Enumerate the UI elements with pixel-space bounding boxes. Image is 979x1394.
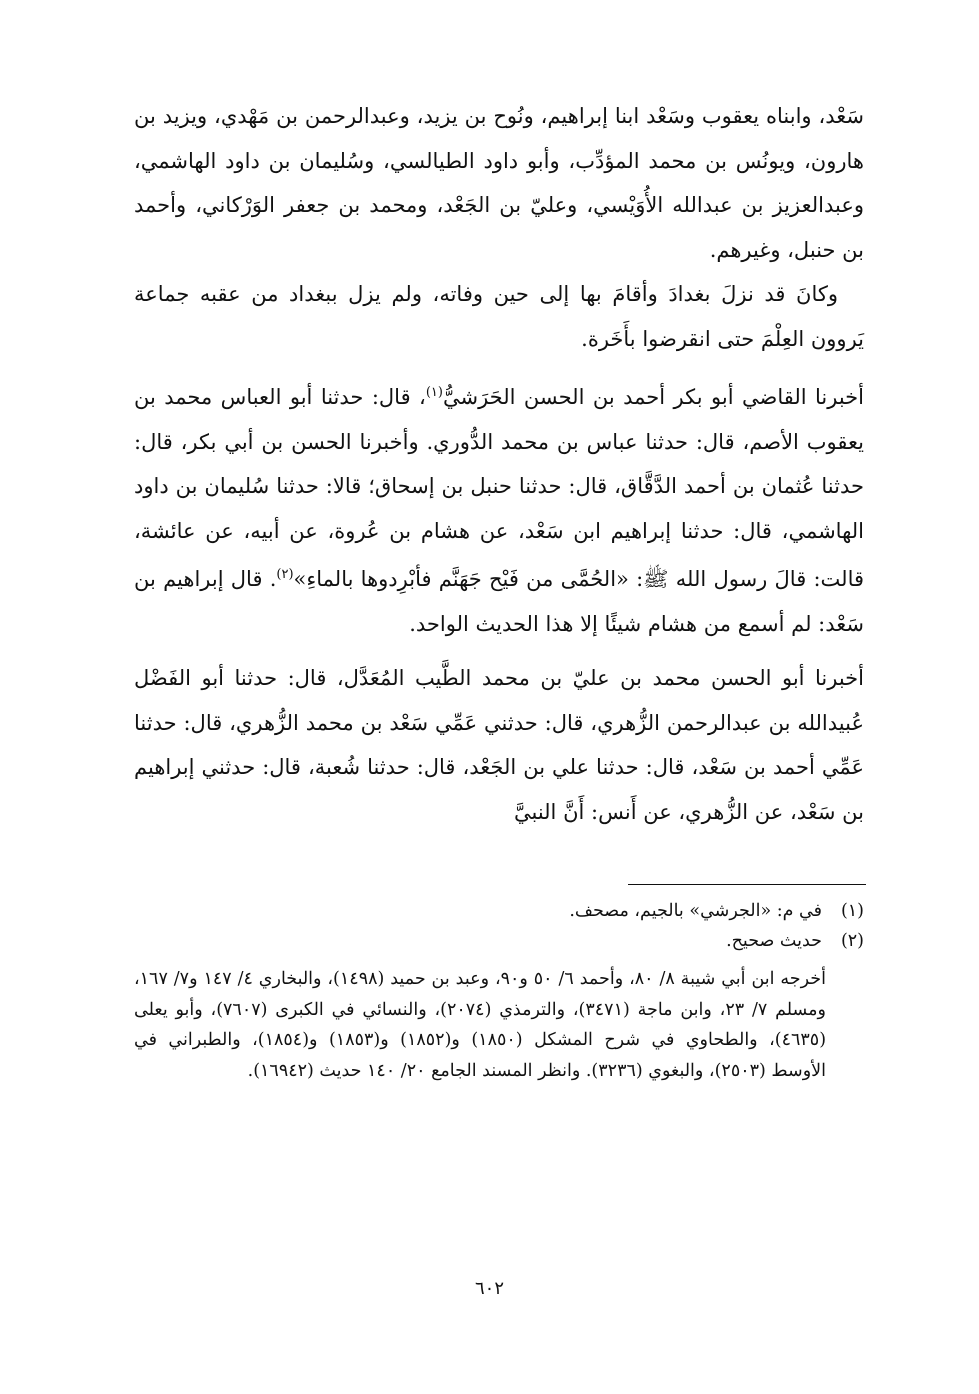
paragraph-narrators-list: سَعْد، وابناه يعقوب وسَعْد ابنا إبراهيم، ونُوح بن يزيد، وعبدالرحمن بن مَهْدي، ويزيد بن هارون، ويونُس بن محمد المؤدِّب، وأبو داود الطيالسي، وسُليمان بن داود الهاشمي، وعبدالعزيز بن عبدالله الأُوَيْسي، وعليّ بن الجَعْد، ومحمد بن جعفر الوَرْكاني، وأحمد بن حنبل، وغيرهم. [134, 104, 864, 262]
footnote-2-text: حديث صحيح. [726, 931, 822, 951]
footnote-2-number: (٢) [840, 931, 864, 951]
hadith-fever-intro: أخبرنا القاضي أبو بكر أحمد بن الحسن الحَرَشيُّ [442, 385, 864, 409]
paragraph-hadith-anas: أخبرنا أبو الحسن محمد بن عليّ بن محمد الطَّيب المُعَدَّل، قال: حدثنا أبو الفَضْل عُبيدالله بن عبدالرحمن الزُّهري، قال: حدثني عَمِّي سَعْد بن محمد الزُّهري، قال: حدثنا عَمِّي أحمد بن سَعْد، قال: حدثنا علي بن الجَعْد، قال: حدثنا شُعبة، قال: حدثني إبراهيم بن سَعْد، عن الزُّهري، عن أَنس: أَنَّ النبيَّ [134, 666, 864, 824]
paragraph-baghdad-text: وكانَ قد نزلَ بغدادَ وأقامَ بها إلى حين وفاته، ولم يزل ببغداد من عقبه جماعة يَروون العِلْمَ حتى انقرضوا بأَخَرة. [134, 282, 864, 351]
paragraph-baghdad-residence [134, 272, 864, 361]
footnote-1 [134, 896, 864, 926]
footnote-2 [134, 926, 864, 956]
footnote-1-number: (١) [840, 901, 864, 921]
paragraph-hadith-fever [134, 371, 864, 646]
hadith-fever-end: . قال إبراهيم بن سَعْد: لم أسمع من هشام شيئًا إلا هذا الحديث الواحد. [134, 567, 864, 636]
footnote-ref-1: (١) [425, 385, 443, 400]
footnote-1-text: في م: «الجرشي» بالجيم، مصحف. [569, 901, 822, 921]
footnote-separator [628, 884, 866, 885]
hadith-fever-chain: ، قال: حدثنا أبو العباس محمد بن يعقوب الأصم، قال: حدثنا عباس بن محمد الدُّوري. وأخبرنا الحسن بن أبي بكر، قال: حدثنا عُثمان بن أحمد الدَّقَّاق، قال: حدثنا حنبل بن إسحاق؛ قالا: حدثنا سُليمان بن داود الهاشمي، قال: حدثنا إبراهيم ابن سَعْد، عن هشام بن عُروة، عن أبيه، عن عائشة، قالت: قالَ رسول الله ﷺ: «الحُمَّى من فَيْح جَهَنَّم فأبْرِدوها بالماءِ» [134, 385, 865, 591]
page-number: ٦٠٢ [474, 1278, 504, 1299]
main-text [134, 94, 864, 834]
footnote-2-takhrij: أخرجه ابن أبي شيبة ٨/ ٨٠، وأحمد ٦/ ٥٠ و٩٠، وعبد بن حميد (١٤٩٨)، والبخاري ٤/ ١٤٧ و٧/ ١٦٧، ومسلم ٧/ ٢٣، وابن ماجة (٣٤٧١)، والترمذي (٢٠٧٤)، والنسائي في الكبرى (٧٦٠٧)، وأبو يعلى (٤٦٣٥)، والطحاوي في شرح المشكل (١٨٥٠) و(١٨٥٢) و(١٨٥٣) و(١٨٥٤)، والطبراني في الأوسط (٢٥٠٣)، والبغوي (٣٢٣٦). وانظر المسند الجامع ٢٠/ ١٤٠ حديث (١٦٩٤٢). [134, 969, 827, 1081]
footnote-ref-2: (٢) [276, 567, 294, 582]
footnotes [134, 896, 864, 1086]
